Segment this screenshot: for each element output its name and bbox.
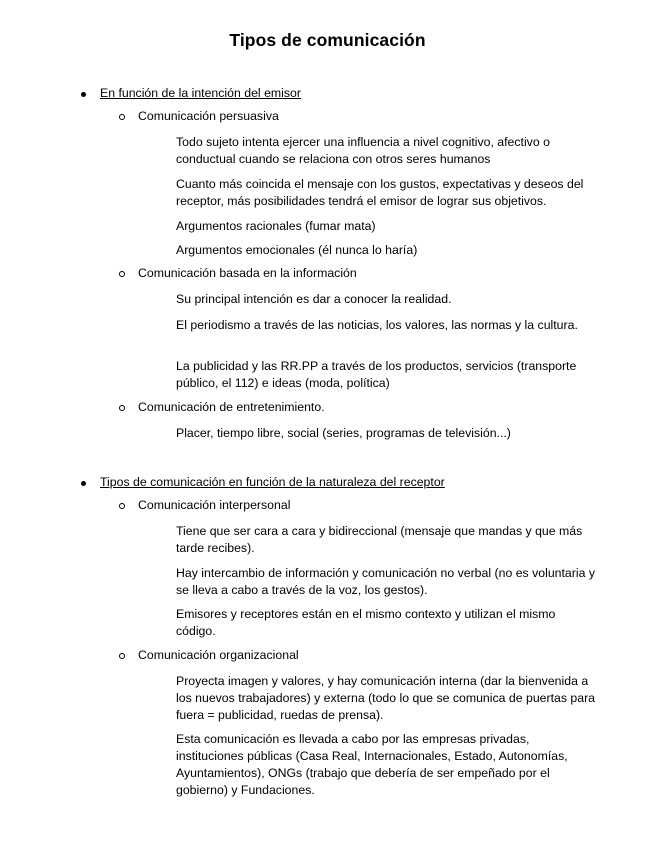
- bullet-circle: [119, 405, 125, 411]
- paragraph: Todo sujeto intenta ejercer una influencia a nivel cognitivo, afectivo o conductual cuando se relaciona con otros seres humanos: [176, 135, 550, 166]
- paragraph: Argumentos emocionales (él nunca lo haría): [176, 243, 418, 257]
- paragraph: Hay intercambio de información y comunicación no verbal (no es voluntaria y se lleva a cabo a través de la voz, los gestos).: [176, 566, 595, 597]
- bullet-dot: [81, 481, 86, 486]
- subsection-heading: Comunicación de entretenimiento.: [138, 400, 325, 414]
- paragraph: Emisores y receptores están en el mismo contexto y utilizan el mismo código.: [176, 607, 556, 638]
- paragraph: El periodismo a través de las noticias, los valores, las normas y la cultura.: [176, 318, 578, 332]
- paragraph: Placer, tiempo libre, social (series, programas de televisión...): [176, 426, 511, 440]
- section-heading: Tipos de comunicación en función de la naturaleza del receptor: [100, 475, 445, 489]
- paragraph: Su principal intención es dar a conocer la realidad.: [176, 292, 452, 306]
- page-title: Tipos de comunicación: [229, 30, 426, 50]
- paragraph: Proyecta imagen y valores, y hay comunicación interna (dar la bienvenida a los nuevos trabajadores) y externa (todo lo que se comunica de puertas para fuera = publicidad, ruedas de prensa).: [176, 674, 596, 722]
- subsection-heading: Comunicación basada en la información: [138, 266, 357, 280]
- paragraph: Cuanto más coincida el mensaje con los gustos, expectativas y deseos del receptor, más posibilidades tendrá el emisor de lograr sus objetivos.: [176, 177, 584, 208]
- bullet-circle: [119, 503, 125, 509]
- bullet-dot: [81, 92, 86, 97]
- section-heading: En función de la intención del emisor: [100, 86, 301, 100]
- paragraph: Esta comunicación es llevada a cabo por las empresas privadas, instituciones públicas (Casa Real, Internacionales, Estado, Autonomías, Ayuntamientos), ONGs (trabajo que debería de ser empeñado por el gobierno) y Fundaciones.: [176, 732, 568, 797]
- paragraph: Argumentos racionales (fumar mata): [176, 219, 376, 233]
- subsection-heading: Comunicación interpersonal: [138, 498, 291, 512]
- paragraph: Tiene que ser cara a cara y bidireccional (mensaje que mandas y que más tarde recibes).: [176, 524, 583, 555]
- subsection-heading: Comunicación organizacional: [138, 648, 299, 662]
- paragraph: La publicidad y las RR.PP a través de los productos, servicios (transporte público, el 112) e ideas (moda, política): [176, 359, 577, 390]
- bullet-circle: [119, 114, 125, 120]
- subsection-heading: Comunicación persuasiva: [138, 109, 279, 123]
- bullet-circle: [119, 271, 125, 277]
- bullet-circle: [119, 653, 125, 659]
